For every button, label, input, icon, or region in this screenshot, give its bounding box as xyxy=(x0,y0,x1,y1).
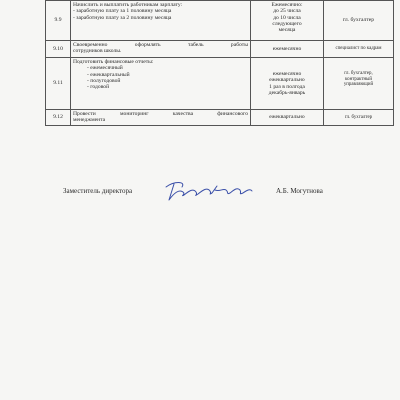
table-row-9-10 xyxy=(46,41,394,58)
task-bullet: - ежеквартальный xyxy=(87,71,130,78)
signer-name: А.Б. Могутнова xyxy=(276,187,323,195)
signature-block xyxy=(0,178,400,208)
deadline-line: месяца xyxy=(278,27,296,34)
responsible-line: управляющий xyxy=(343,82,374,88)
task-bullet: - полугодовой xyxy=(87,77,121,84)
task-bullet: - годовой xyxy=(87,84,110,91)
task-cell xyxy=(71,1,251,41)
responsible-cell xyxy=(324,41,394,58)
task-cell xyxy=(71,41,251,58)
deadline-line: декабрь-январь xyxy=(268,89,306,96)
deadline-line: 1 раз в полгода xyxy=(269,83,305,90)
table-row-9-12 xyxy=(46,110,394,126)
responsible-line: специалист по кадрам xyxy=(335,46,382,52)
task-line: - заработную плату за 2 половину месяца xyxy=(73,14,172,21)
deadline-line: до 10 числа xyxy=(273,14,301,21)
row-number: 9.10 xyxy=(46,41,71,58)
task-line: Начислить и выплатить работникам зарплату: xyxy=(73,2,183,8)
deadline-cell xyxy=(251,58,324,110)
responsible-line: контрактный xyxy=(345,76,372,82)
deadline-line: Ежемесячно: xyxy=(271,2,303,8)
deadline-line: ежемесячно xyxy=(272,71,302,77)
deadline-line: ежеквартально xyxy=(269,77,305,84)
deadline-line: до 25 числа xyxy=(273,8,301,15)
row-number: 9.9 xyxy=(46,1,71,41)
table-row-9-11 xyxy=(46,58,394,110)
task-cell xyxy=(71,110,251,126)
deadline-cell xyxy=(251,110,324,126)
deadline-line: следующего xyxy=(272,20,302,27)
responsible-cell xyxy=(324,110,394,126)
responsible-line: гл. бухгалтер, xyxy=(344,71,373,76)
task-table xyxy=(45,0,394,126)
deadline-line: ежемесячно xyxy=(272,45,302,52)
row-number: 9.11 xyxy=(46,58,71,110)
task-line: менеджмента xyxy=(73,117,106,124)
task-line: сотрудников школы. xyxy=(73,48,122,55)
task-line: Подготовить финансовые отчеты: xyxy=(73,59,154,65)
task-bullet: - ежемесячный xyxy=(87,65,123,72)
responsible-line: гл. бухгалтер xyxy=(342,16,375,23)
task-line: Своевременно оформлять табель работы xyxy=(73,42,248,48)
task-cell xyxy=(71,58,251,110)
deadline-cell xyxy=(251,41,324,58)
responsible-cell xyxy=(324,1,394,41)
task-line: - заработную плату за 1 половину месяца xyxy=(73,8,172,15)
signer-position: Заместитель директора xyxy=(63,187,133,195)
responsible-cell xyxy=(324,58,394,110)
deadline-line: ежеквартально xyxy=(269,114,305,121)
deadline-cell xyxy=(251,1,324,41)
table-row-9-9 xyxy=(46,1,394,41)
task-line: Провести мониторинг качества финансового xyxy=(73,111,248,117)
handwritten-signature xyxy=(160,178,255,202)
row-number: 9.12 xyxy=(46,110,71,126)
responsible-line: гл. бухгалтер xyxy=(344,114,373,120)
